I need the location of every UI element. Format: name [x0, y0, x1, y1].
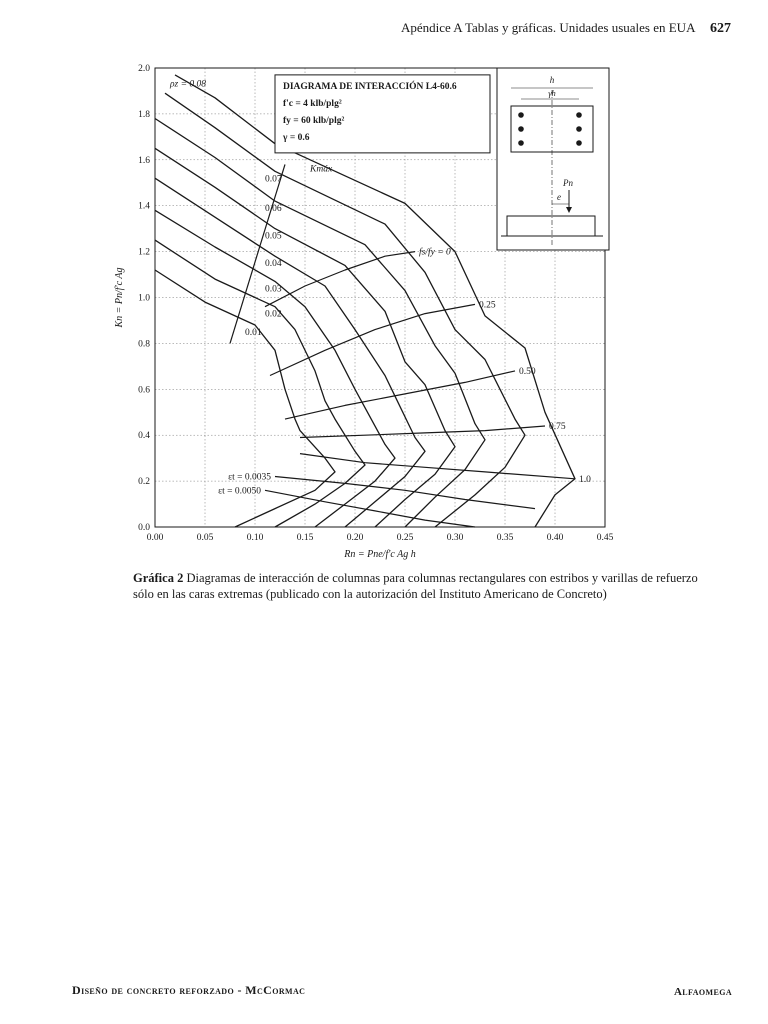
rho-curve	[155, 178, 425, 527]
rho-curve-label: 0.01	[245, 328, 262, 339]
rho-curve-label: 0.07	[265, 174, 282, 185]
page-number: 627	[710, 21, 731, 36]
fs-fy-line	[300, 454, 575, 479]
rebar-dot	[518, 140, 524, 146]
x-axis-label: Rn = Pne/f'c Ag h	[344, 549, 416, 560]
y-tick-label: 1.6	[138, 155, 150, 166]
fs-fy-line	[285, 371, 515, 419]
rebar-dot	[518, 126, 524, 132]
x-tick-label: 0.05	[196, 533, 214, 543]
y-tick-label: 1.2	[138, 247, 150, 258]
fs-fy-line	[270, 304, 475, 375]
rebar-dot	[518, 112, 524, 118]
y-tick-label: 0.8	[138, 339, 150, 350]
y-axis-label: Kn = Pn/f'c Ag	[114, 267, 125, 328]
figure-caption	[133, 570, 713, 602]
fs-fy-label: fs/fy = 0	[419, 247, 451, 258]
footer-book-title: Diseño de concreto reforzado - McCormac	[72, 983, 306, 997]
footer-publisher: Alfaomega	[673, 986, 732, 998]
rho-label: ρz = 0.08	[170, 79, 207, 90]
fs-fy-label: 0.75	[549, 422, 566, 433]
rho-curve	[165, 93, 525, 527]
y-tick-label: 1.4	[138, 201, 150, 212]
inset-e-label: e	[557, 192, 561, 202]
legend-title: DIAGRAMA DE INTERACCIÓN L4-60.6	[283, 81, 457, 92]
rho-curve-label: 0.04	[265, 259, 282, 270]
rho-curve-label: 0.05	[265, 231, 282, 242]
y-tick-label: 1.0	[138, 293, 150, 304]
strain-label: εt = 0.0050	[218, 486, 261, 497]
y-tick-label: 0.2	[138, 477, 150, 488]
x-tick-label: 0.15	[296, 533, 314, 543]
chart-svg	[100, 55, 640, 565]
caption-text: Diagramas de interacción de columnas para columnas rectangulares con estribos y varillas de refuerzo sólo en las caras extremas (publicado con la autorización del Instituto Americano de Concreto)	[133, 571, 698, 601]
rho-curve-label: 0.06	[265, 204, 282, 215]
fs-fy-label: 0.50	[519, 366, 536, 377]
legend-fy: fy = 60 klb/plg²	[283, 115, 345, 126]
y-tick-label: 0.0	[138, 523, 150, 533]
y-tick-label: 0.4	[138, 431, 150, 442]
rho-curve	[155, 210, 395, 527]
x-tick-label: 0.10	[246, 533, 264, 543]
rho-curve	[155, 240, 365, 527]
inset-pn-label: Pn	[563, 178, 573, 188]
caption-label: Gráfica 2	[133, 571, 184, 585]
strain-label: εt = 0.0035	[228, 472, 271, 483]
running-title: Apéndice A Tablas y gráficas. Unidades usuales en EUA	[400, 20, 695, 35]
rho-curve-label: 0.03	[265, 284, 282, 295]
kmax-label: Kmáx	[310, 164, 333, 175]
y-tick-label: 2.0	[138, 64, 150, 74]
fs-fy-line	[300, 426, 545, 438]
x-tick-label: 0.30	[446, 533, 464, 543]
rebar-dot	[576, 140, 582, 146]
legend-gamma: γ = 0.6	[283, 132, 310, 143]
rebar-dot	[576, 112, 582, 118]
legend-fc: f'c = 4 klb/plg²	[283, 98, 342, 109]
x-tick-label: 0.20	[346, 533, 364, 543]
running-header	[401, 20, 731, 37]
fs-fy-line	[265, 252, 415, 307]
x-tick-label: 0.00	[146, 533, 164, 543]
x-tick-label: 0.35	[496, 533, 514, 543]
y-tick-label: 0.6	[138, 385, 150, 396]
x-tick-label: 0.40	[546, 533, 564, 543]
rebar-dot	[576, 126, 582, 132]
fs-fy-label: 0.25	[479, 300, 496, 311]
x-tick-label: 0.25	[396, 533, 414, 543]
x-tick-label: 0.45	[596, 533, 614, 543]
inset-gh-label: γh	[548, 88, 556, 98]
interaction-chart	[100, 55, 640, 565]
rho-curve-label: 0.02	[265, 309, 282, 320]
inset-h-label: h	[549, 75, 555, 85]
y-tick-label: 1.8	[138, 109, 150, 120]
fs-fy-label: 1.0	[579, 474, 591, 485]
